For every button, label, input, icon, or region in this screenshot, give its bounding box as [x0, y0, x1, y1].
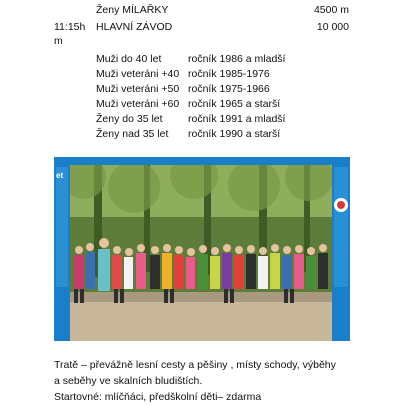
category-years: ročník 1990 a starší: [188, 128, 281, 140]
description-line-3: Startovné: mlíčňáci, předškolní děti– zdarma: [54, 391, 262, 403]
category-name: Muži do 40 let: [96, 53, 162, 65]
arch-banner-text: et: [56, 171, 64, 180]
category-name: Muži veteráni +60: [96, 98, 180, 110]
category-name: Muži veteráni +40: [96, 68, 180, 80]
photo-illustration: [54, 157, 350, 341]
description-line-1: Tratě – převážně lesní cesty a pěšiny , místy schody, výběhy: [54, 359, 336, 371]
category-years: ročník 1991 a mladší: [188, 113, 286, 125]
schedule-time-2a: 11:15h: [54, 21, 86, 33]
schedule-name-2: HLAVNÍ ZÁVOD: [96, 21, 173, 33]
course-description: [54, 357, 374, 405]
category-years: ročník 1985-1976: [188, 68, 270, 80]
race-start-photo: [54, 157, 350, 341]
category-name: Muži veteráni +50: [96, 83, 180, 95]
category-name: Ženy do 35 let: [96, 113, 163, 125]
category-years: ročník 1975-1966: [188, 83, 270, 95]
schedule-time-2b: m: [54, 35, 63, 47]
category-name: Ženy nad 35 let: [96, 128, 169, 140]
category-years: ročník 1965 a starší: [188, 98, 281, 110]
schedule-distance-1: 4500 m: [313, 4, 349, 16]
schedule-name-1: Ženy MÍLAŘKY: [96, 4, 169, 16]
description-line-2: a seběhy ve skalních bludištích.: [54, 375, 203, 387]
category-years: ročník 1986 a mladší: [188, 53, 286, 65]
schedule-distance-2: 10 000: [316, 21, 349, 33]
